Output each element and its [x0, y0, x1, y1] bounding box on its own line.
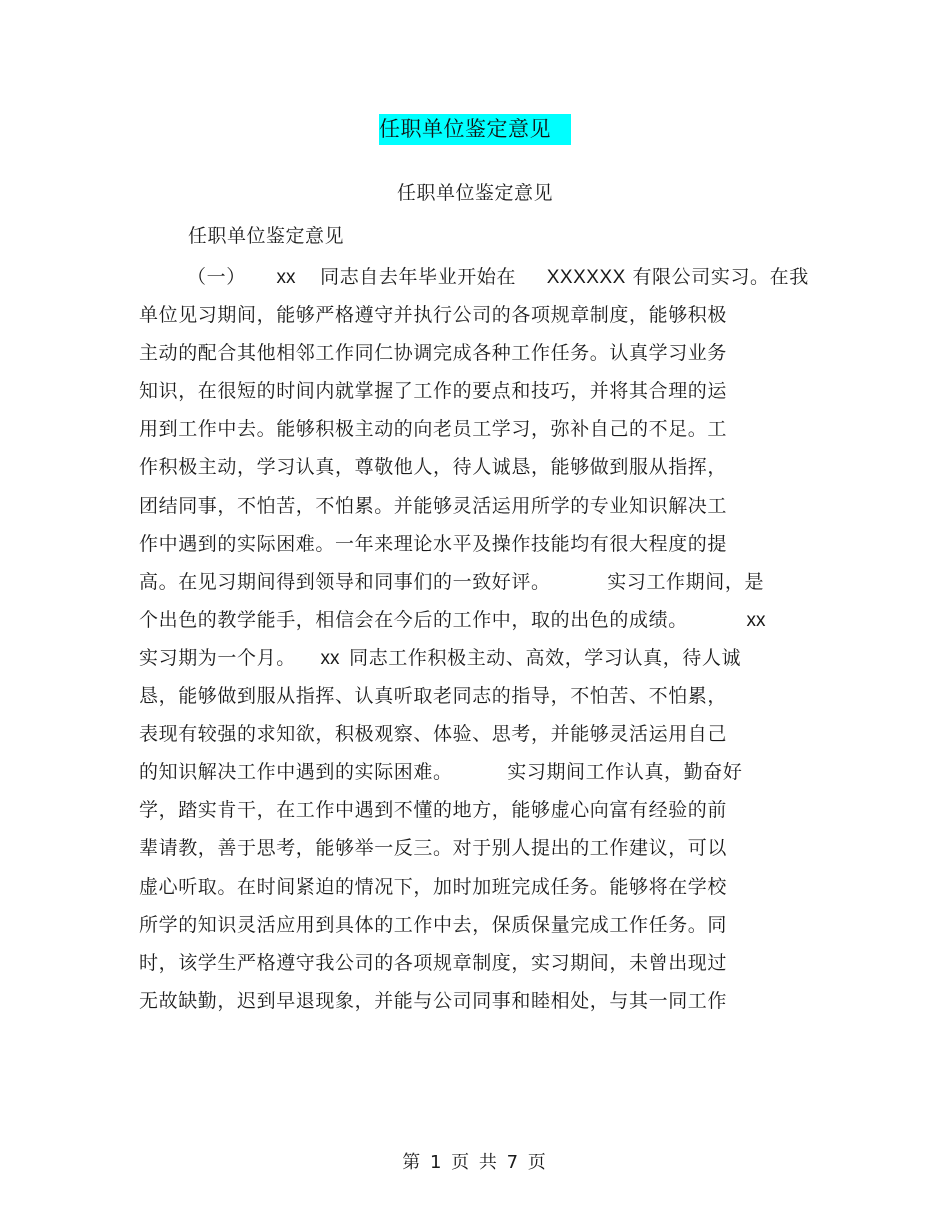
- title-wrapper: [0, 114, 950, 145]
- body-line: 知识，在很短的时间内就掌握了工作的要点和技巧，并将其合理的运: [139, 380, 728, 403]
- body-line: 作积极主动，学习认真，尊敬他人，待人诚恳，能够做到服从指挥，: [139, 456, 728, 479]
- line-segment: 高。在见习期间得到领导和同事们的一致好评。: [139, 570, 551, 593]
- body-line: [139, 606, 799, 644]
- body-line: [139, 568, 799, 606]
- line-segment: xx: [276, 267, 296, 288]
- body-line: 恳，能够做到服从指挥、认真听取老同志的指导，不怕苦、不怕累，: [139, 685, 728, 708]
- line-segment: 实习工作期间，是: [607, 570, 765, 593]
- body-line: 表现有较强的求知欲，积极观察、体验、思考，并能够灵活运用自己: [139, 723, 728, 746]
- body-line: 团结同事，不怕苦，不怕累。并能够灵活运用所学的专业知识解决工: [139, 494, 728, 517]
- line-segment: 实习期间工作认真，勤奋好: [507, 761, 743, 784]
- line-segment: 同志自去年毕业开始在: [320, 266, 517, 288]
- body-line: 辈请教，善于思考，能够举一反三。对于别人提出的工作建议，可以: [139, 837, 728, 860]
- body-line: 单位见习期间，能够严格遵守并执行公司的各项规章制度，能够积极: [139, 304, 728, 327]
- line-segment: 实习期为一个月。: [139, 646, 296, 669]
- line-segment: 有限公司实习。在我: [632, 266, 809, 288]
- body-line: [139, 758, 799, 796]
- document-title: 任职单位鉴定意见: [379, 114, 571, 145]
- body-text: [139, 263, 809, 1025]
- line-segment: （一）: [187, 266, 246, 288]
- body-line: 时，该学生严格遵守我公司的各项规章制度，实习期间，未曾出现过: [139, 951, 728, 974]
- document-subtitle: 任职单位鉴定意见: [396, 182, 553, 204]
- line-segment: 的知识解决工作中遇到的实际困难。: [139, 761, 453, 784]
- body-line: 用到工作中去。能够积极主动的向老员工学习，弥补自己的不足。工: [139, 418, 728, 441]
- line-segment: xx: [746, 609, 766, 631]
- body-line: 所学的知识灵活应用到具体的工作中去，保质保量完成工作任务。同: [139, 913, 728, 936]
- body-line: 主动的配合其他相邻工作同仁协调完成各种工作任务。认真学习业务: [139, 342, 728, 365]
- body-line: [139, 644, 799, 682]
- body-line: 无故缺勤，迟到早退现象，并能与公司同事和睦相处，与其一同工作: [139, 989, 728, 1012]
- line-segment: 个出色的教学能手，相信会在今后的工作中，取的出色的成绩。: [139, 608, 688, 631]
- line-segment: 同志工作积极主动、高效，学习认真，待人诚: [349, 646, 742, 669]
- line-segment: xx: [320, 647, 340, 669]
- body-line: 虚心听取。在时间紧迫的情况下，加时加班完成任务。能够将在学校: [139, 875, 728, 898]
- line-segment: XXXXXX: [546, 267, 626, 288]
- section-heading: 任职单位鉴定意见: [188, 225, 345, 247]
- body-line: 学，踏实肯干，在工作中遇到不懂的地方，能够虚心向富有经验的前: [139, 799, 728, 822]
- body-line: 作中遇到的实际困难。一年来理论水平及操作技能均有很大程度的提: [139, 532, 728, 555]
- body-line: [139, 263, 809, 301]
- page-footer: 第 1 页 共 7 页: [402, 1152, 548, 1173]
